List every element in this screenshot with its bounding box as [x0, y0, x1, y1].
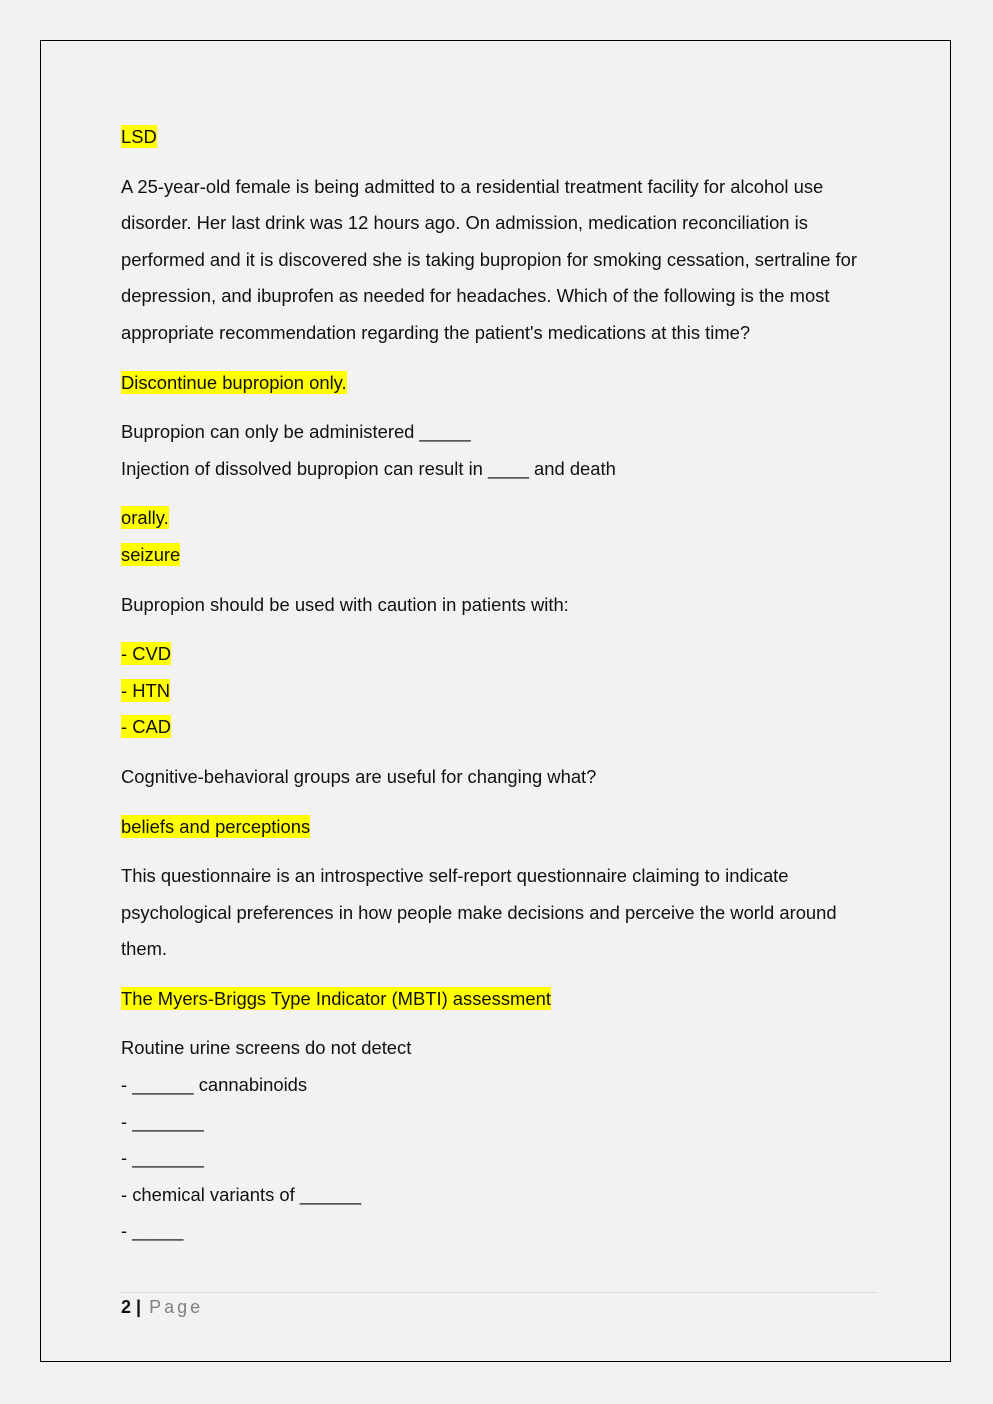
answer-mbti: The Myers-Briggs Type Indicator (MBTI) assessment	[121, 987, 551, 1009]
answer-orally: orally.	[121, 507, 169, 529]
answer-cvd: - CVD	[121, 643, 172, 665]
answer-discontinue-bupropion: Discontinue bupropion only.	[121, 371, 347, 393]
urine-screen-blank-4: - chemical variants of ______	[121, 1183, 362, 1205]
question-caution-block	[121, 587, 881, 624]
page-content	[121, 119, 881, 1263]
answer-mbti-block	[121, 981, 881, 1018]
question-bupropion-recommendation: A 25-year-old female is being admitted to a residential treatment facility for alcohol use disorder. Her last drink was 12 hours ago. On admission, medication reconciliation is performed and it is discovered she is taking bupropion for smoking cessation, sertraline for depression, and ibuprofen as needed for headaches. Which of the following is the most appropriate recommendation regarding the patient's medications at this time?	[121, 175, 857, 343]
question-cbt-block	[121, 759, 881, 796]
urine-screen-blank-3: - _______	[121, 1147, 204, 1169]
document-page	[40, 40, 951, 1362]
answer-beliefs-perceptions: beliefs and perceptions	[121, 815, 311, 837]
question-urine-screens: Routine urine screens do not detect	[121, 1037, 412, 1059]
answer-lsd: LSD	[121, 126, 157, 147]
answer-lsd-block	[121, 119, 881, 156]
answer-seizure: seizure	[121, 543, 181, 565]
urine-screen-blank-5: - _____	[121, 1220, 184, 1242]
answer-cbt-block	[121, 809, 881, 846]
page-number: 2	[121, 1297, 132, 1317]
footer-separator: |	[136, 1297, 142, 1317]
question-bupropion-route: Bupropion can only be administered _____	[121, 421, 471, 443]
question-bupropion-injection: Injection of dissolved bupropion can result in ____ and death	[121, 457, 616, 479]
question-bupropion-route-block	[121, 414, 881, 487]
question-questionnaire: This questionnaire is an introspective self-report questionnaire claiming to indicate psychological preferences in how people make decisions and perceive the world around them.	[121, 865, 837, 960]
question-urine-screens-block	[121, 1030, 881, 1250]
answer-caution-block	[121, 636, 881, 746]
question-cognitive-behavioral: Cognitive-behavioral groups are useful for changing what?	[121, 765, 597, 787]
page-footer	[121, 1292, 876, 1318]
page-label: Page	[149, 1297, 204, 1317]
urine-screen-blank-1: - ______ cannabinoids	[121, 1074, 308, 1096]
question-bupropion-caution: Bupropion should be used with caution in patients with:	[121, 593, 569, 615]
answer-discontinue-block	[121, 365, 881, 402]
answer-route-block	[121, 500, 881, 573]
urine-screen-blank-2: - _______	[121, 1110, 204, 1132]
answer-cad: - CAD	[121, 716, 172, 738]
answer-htn: - HTN	[121, 679, 171, 701]
